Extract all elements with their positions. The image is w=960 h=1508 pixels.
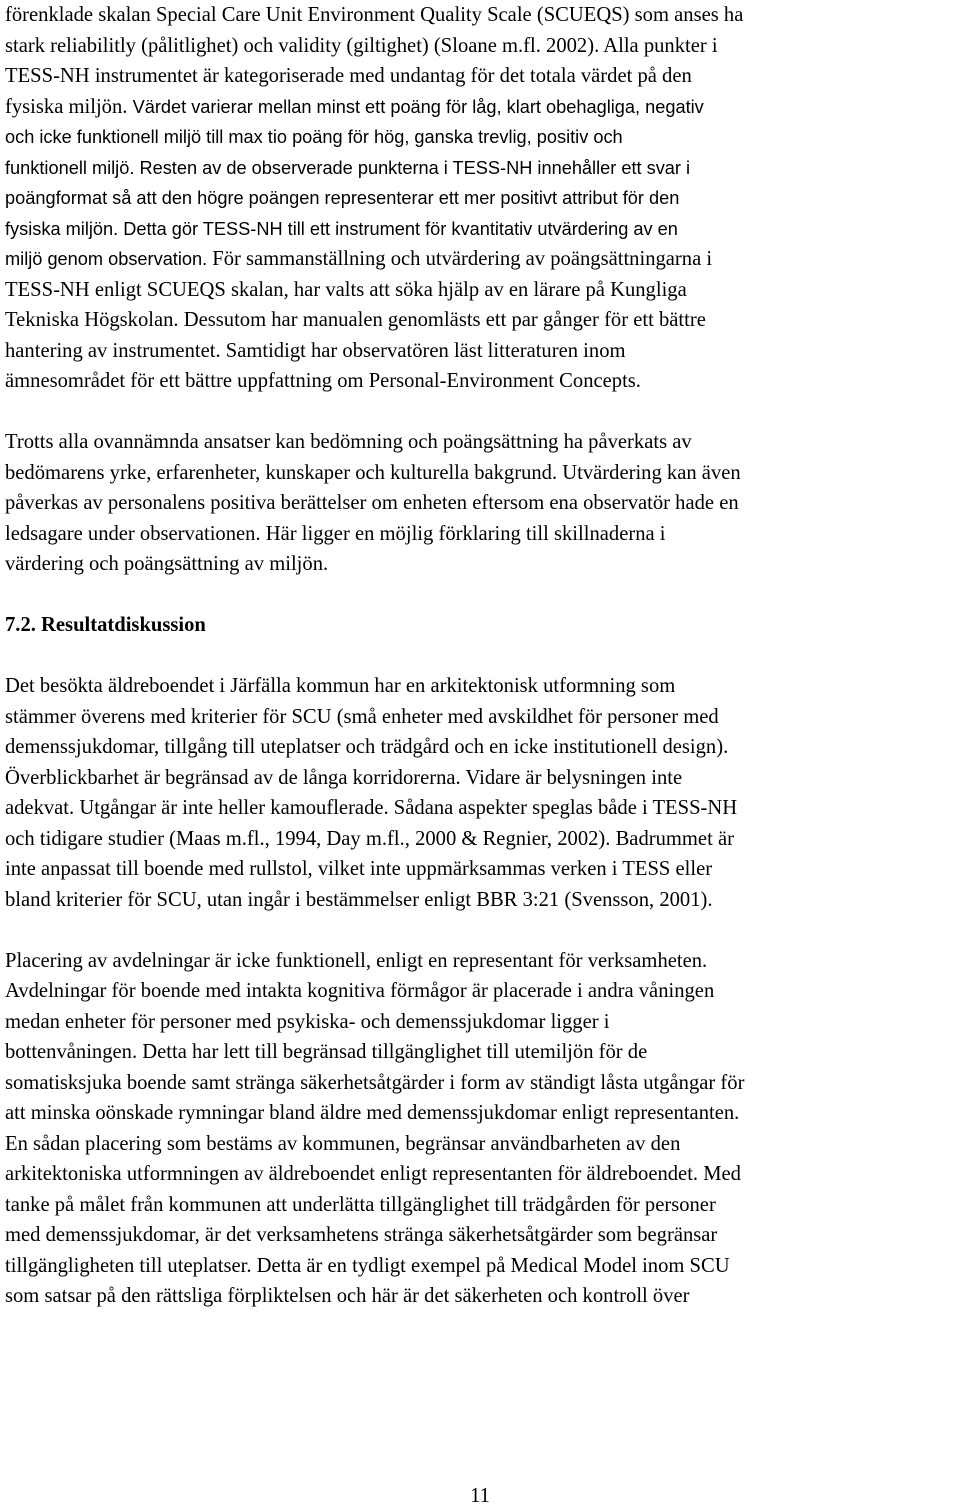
text-line: tillgängligheten till uteplatser. Detta är en tydligt exempel på Medical Model inom SCU bbox=[5, 1255, 730, 1277]
section-number: 7.2. bbox=[5, 614, 36, 636]
text-line: stämmer överens med kriterier för SCU (små enheter med avskildhet för personer med bbox=[5, 706, 719, 728]
text-line: bland kriterier för SCU, utan ingår i bestämmelser enligt BBR 3:21 (Svensson, 2001). bbox=[5, 889, 713, 911]
text-line: Avdelningar för boende med intakta kognitiva förmågor är placerade i andra våningen bbox=[5, 980, 715, 1002]
text-line: TESS-NH enligt SCUEQS skalan, har valts att söka hjälp av en lärare på Kungliga bbox=[5, 279, 687, 301]
text-line: ämnesområdet för ett bättre uppfattning om Personal-Environment Concepts. bbox=[5, 370, 641, 392]
text-line: adekvat. Utgångar är inte heller kamouflerade. Sådana aspekter speglas både i TESS-NH bbox=[5, 797, 738, 819]
text-line: bedömarens yrke, erfarenheter, kunskaper och kulturella bakgrund. Utvärdering kan även bbox=[5, 462, 741, 484]
text-line: Överblickbarhet är begränsad av de långa korridorerna. Vidare är belysningen inte bbox=[5, 767, 683, 789]
text-line: med demenssjukdomar, är det verksamhetens stränga säkerhetsåtgärder som begränsar bbox=[5, 1224, 718, 1246]
text-line: att minska oönskade rymningar bland äldre med demenssjukdomar enligt representanten. bbox=[5, 1102, 740, 1124]
text-line: funktionell miljö. Resten av de observerade punkterna i TESS-NH innehåller ett svar i bbox=[5, 158, 691, 178]
text-line: somatisksjuka boende samt stränga säkerhetsåtgärder i form av ständigt låsta utgångar för bbox=[5, 1072, 745, 1094]
text-line: påverkas av personalens positiva berättelser om enheten eftersom ena observatör hade en bbox=[5, 492, 739, 514]
section-title: Resultatdiskussion bbox=[41, 614, 206, 636]
text-line: miljö genom observation. För sammanställning och utvärdering av poängsättningarna i bbox=[5, 248, 713, 270]
text-line: arkitektoniska utformningen av äldreboendet enligt representanten för äldreboendet. Med bbox=[5, 1163, 741, 1185]
text-line: bottenvåningen. Detta har lett till begränsad tillgänglighet till utemiljön för de bbox=[5, 1041, 648, 1063]
text-line: och tidigare studier (Maas m.fl., 1994, Day m.fl., 2000 & Regnier, 2002). Badrummet är bbox=[5, 828, 734, 850]
text-line: Det besökta äldreboendet i Järfälla kommun har en arkitektonisk utformning som bbox=[5, 675, 676, 697]
text-line: tanke på målet från kommunen att underlätta tillgänglighet till trädgården för personer bbox=[5, 1194, 716, 1216]
text-line: fysiska miljön. Värdet varierar mellan minst ett poäng för låg, klart obehagliga, negativ bbox=[5, 96, 704, 118]
text-line: Tekniska Högskolan. Dessutom har manualen genomlästs ett par gånger för ett bättre bbox=[5, 309, 706, 331]
text-line: poängformat så att den högre poängen representerar ett mer positivt attribut för den bbox=[5, 188, 680, 208]
text-line: TESS-NH instrumentet är kategoriserade med undantag för det totala värdet på den bbox=[5, 65, 692, 87]
text-line: En sådan placering som bestäms av kommunen, begränsar användbarheten av den bbox=[5, 1133, 681, 1155]
text-line: förenklade skalan Special Care Unit Environment Quality Scale (SCUEQS) som anses ha bbox=[5, 4, 744, 26]
text-line: fysiska miljön. Detta gör TESS-NH till ett instrument för kvantitativ utvärdering av en bbox=[5, 219, 678, 239]
text-line: inte anpassat till boende med rullstol, vilket inte uppmärksammas verken i TESS eller bbox=[5, 858, 713, 880]
text-line: Placering av avdelningar är icke funktionell, enligt en representant för verksamheten. bbox=[5, 950, 708, 972]
text-line: stark reliabilitly (pålitlighet) och validity (giltighet) (Sloane m.fl. 2002). Alla punkter i bbox=[5, 35, 718, 57]
text-line: som satsar på den rättsliga förpliktelsen och här är det säkerheten och kontroll över bbox=[5, 1285, 690, 1307]
text-line: värdering och poängsättning av miljön. bbox=[5, 553, 329, 575]
text-line: ledsagare under observationen. Här ligger en möjlig förklaring till skillnaderna i bbox=[5, 523, 666, 545]
text-line: hantering av instrumentet. Samtidigt har observatören läst litteraturen inom bbox=[5, 340, 626, 362]
text-line: medan enheter för personer med psykiska- och demenssjukdomar ligger i bbox=[5, 1011, 610, 1033]
page-number: 11 bbox=[470, 1485, 490, 1507]
text-line: Trotts alla ovannämnda ansatser kan bedömning och poängsättning ha påverkats av bbox=[5, 431, 692, 453]
text-line: demenssjukdomar, tillgång till uteplatser och trädgård och en icke institutionell design). bbox=[5, 736, 729, 758]
section-heading bbox=[5, 613, 206, 637]
text-line: och icke funktionell miljö till max tio poäng för hög, ganska trevlig, positiv och bbox=[5, 127, 623, 147]
